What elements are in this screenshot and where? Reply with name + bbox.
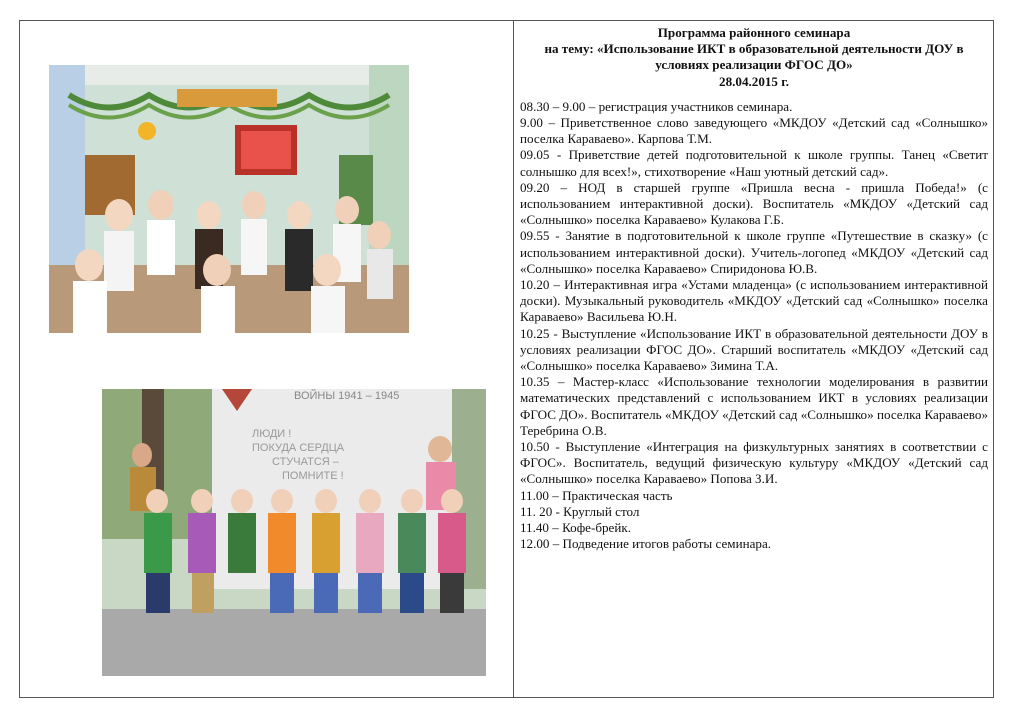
schedule-item: 09.20 – НОД в старшей группе «Пришла весна - пришла Победа!» (с использованием интерактивной доски). Воспитатель «МКДОУ «Детский сад «Солнышко» поселка Караваево» Кулакова Г.Б. xyxy=(520,179,988,228)
column-divider xyxy=(513,21,514,697)
schedule-item: 08.30 – 9.00 – регистрация участников семинара. xyxy=(520,98,793,114)
memorial-line-4: ПОМНИТЕ ! xyxy=(282,470,344,482)
program-title: Программа районного семинара xyxy=(657,25,851,40)
program-topic: на тему: «Использование ИКТ в образовательной деятельности ДОУ в условиях реализации ФГОС ДО» xyxy=(544,41,964,73)
schedule-item: 10.50 - Выступление «Интеграция на физкультурных занятиях в соответствии с ФГОС». Воспитатель, ведущий физическую культуру «МКДОУ «Детский сад «Солнышко» поселка Караваево» Попова З.И. xyxy=(520,439,988,487)
schedule-item: 11.40 – Кофе-брейк. xyxy=(520,520,632,536)
memorial-line-1: ЛЮДИ ! xyxy=(252,428,292,440)
schedule-item: 10.35 – Мастер-класс «Использование технологии моделирования в развитии математических представлений с использованием ИКТ в условиях реализации ФГОС ДО». Воспитатель «МКДОУ «Детский сад «Солнышко» поселка Караваево» Теребрина О.В. xyxy=(520,374,988,438)
schedule-item: 10.25 - Выступление «Использование ИКТ в образовательной деятельности ДОУ в условиях реализации ФГОС ДО». Старший воспитатель «МКДОУ «Детский сад «Солнышко» поселка Караваево» Зимина Т.А. xyxy=(520,325,988,374)
schedule-item: 09.55 - Занятие в подготовительной к школе группе «Путешествие в сказку» (с использованием интерактивной доски). Учитель-логопед «МКДОУ «Детский сад «Солнышко» поселка Караваево» Спиридонова Ю.В. xyxy=(520,228,988,276)
page-frame xyxy=(19,20,994,698)
schedule-item: 12.00 – Подведение итогов работы семинара. xyxy=(520,536,772,552)
photo-children-at-memorial-image xyxy=(102,389,486,676)
schedule-item: 11. 20 - Круглый стол xyxy=(520,503,640,519)
program-header xyxy=(520,25,988,90)
photo-children-dancing xyxy=(49,65,409,333)
memorial-line-3: СТУЧАТСЯ – xyxy=(272,456,339,468)
photo-children-at-memorial xyxy=(102,389,486,676)
program-schedule xyxy=(520,99,988,553)
program-text-column xyxy=(520,25,988,553)
photo-children-dancing-image xyxy=(49,65,409,333)
schedule-item: 11.00 – Практическая часть xyxy=(520,487,673,503)
memorial-line-2: ПОКУДА СЕРДЦА xyxy=(252,442,345,454)
schedule-item: 09.05 - Приветствие детей подготовительной к школе группы. Танец «Светит солнышко для всех!», стихотворение «Наш уютный детский сад». xyxy=(520,147,988,179)
schedule-item: 10.20 – Интерактивная игра «Устами младенца» (с использованием интерактивной доски). Музыкальный руководитель «МКДОУ «Детский сад «Солнышко» поселка Караваево» Васильева Ю.Н. xyxy=(520,277,988,325)
program-date: 28.04.2015 г. xyxy=(719,73,789,89)
memorial-years-text: ВОЙНЫ 1941 – 1945 xyxy=(294,390,400,402)
schedule-item: 9.00 – Приветственное слово заведующего «МКДОУ «Детский сад «Солнышко» поселка Караваево». Карпова Т.М. xyxy=(520,115,988,147)
